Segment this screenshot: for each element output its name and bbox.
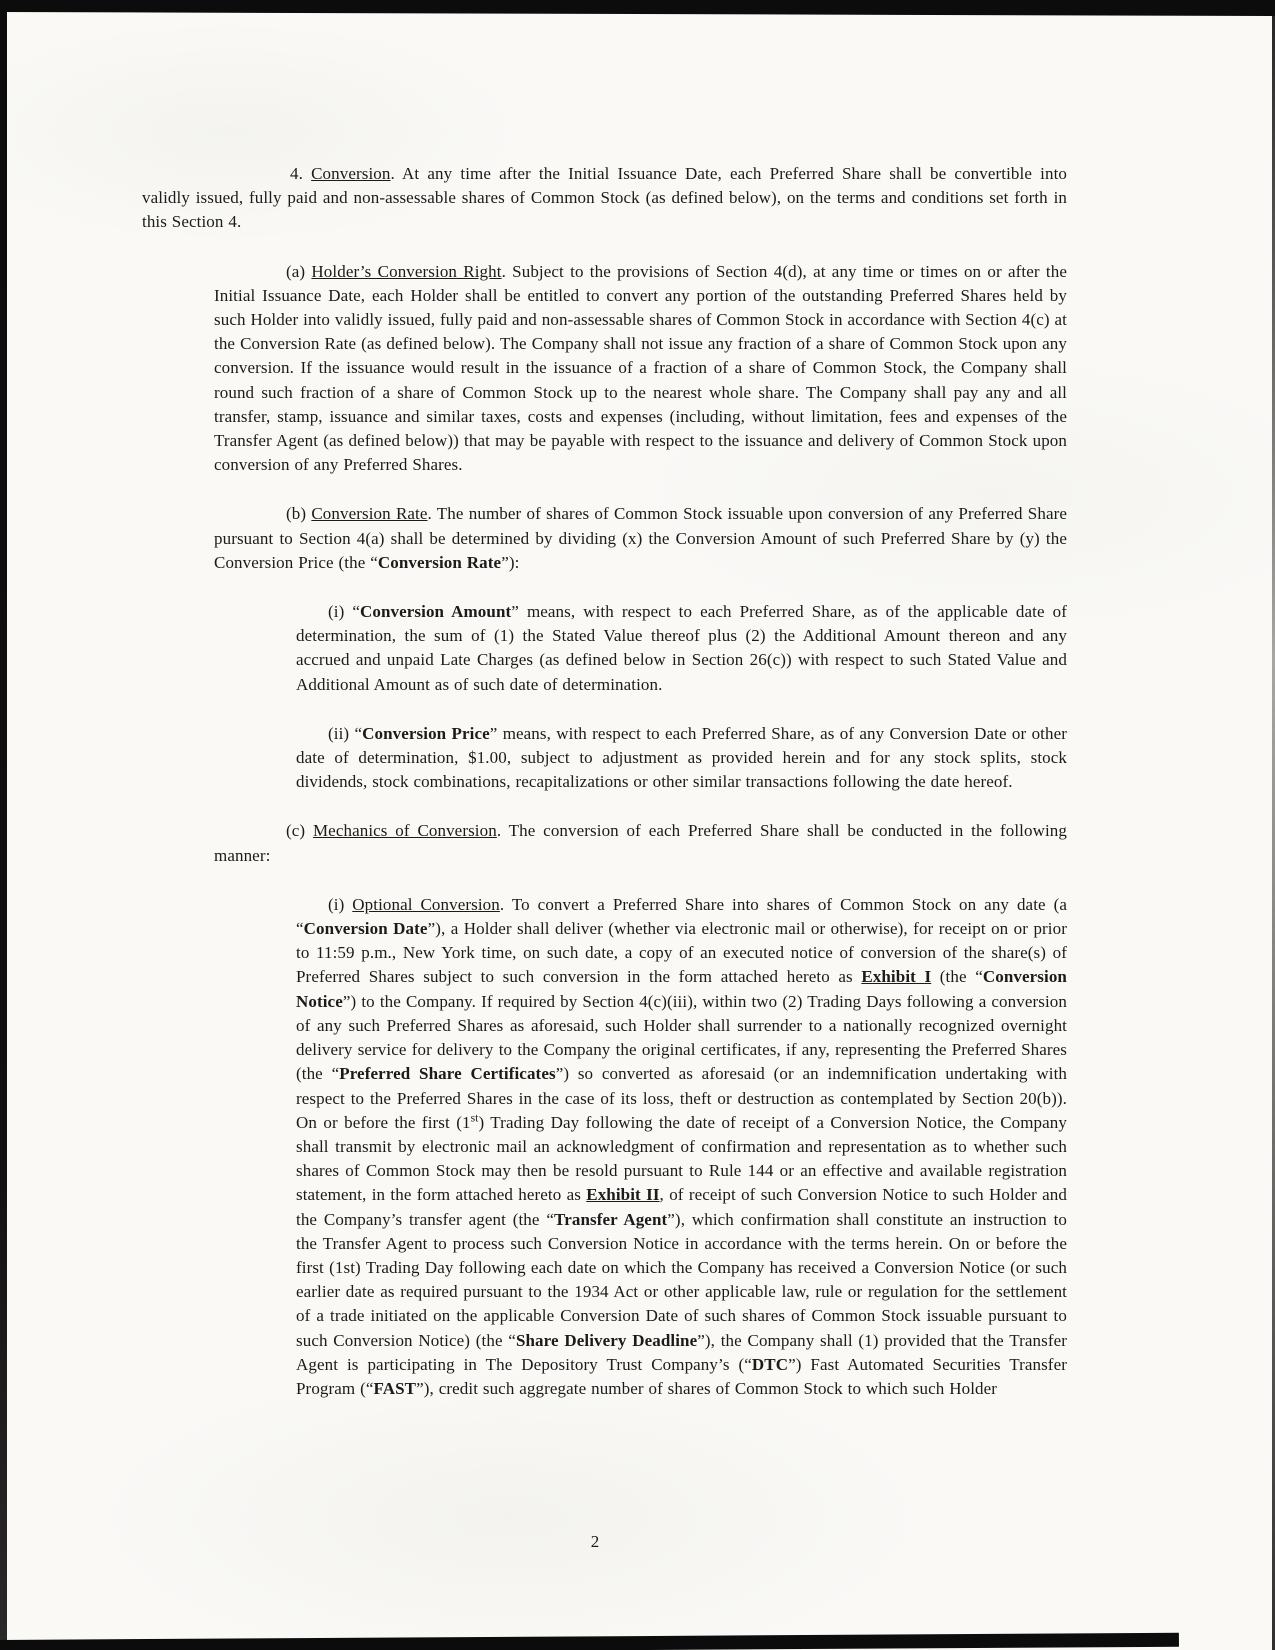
text-run: (the “ — [931, 967, 983, 987]
text-run: Preferred Share Certificates — [339, 1064, 556, 1084]
text-run: 4. — [290, 164, 312, 183]
text-run: ”), credit such aggregate number of shares of Common Stock to which such Holder — [416, 1378, 998, 1398]
text-run: . Subject to the provisions of Section 4(d), at any time or times on or after the Initial Issuance Date, each Holder shall be entitled to convert any portion of the outstanding Preferred Shares held by such Holder into validly issued, fully paid and non-assessable shares of Common Stock in accordance with Section 4(c) at the Conversion Rate (as defined below). The Company shall not issue any fraction of a share of Common Stock upon any conversion. If the issuance would result in the issuance of a fraction of a share of Common Stock, the Company shall round such fraction of a share of Common Stock up to the nearest whole share. The Company shall pay any and all transfer, stamp, issuance and similar taxes, costs and expenses (including, without limitation, fees and expenses of the Transfer Agent (as defined below)) that may be payable with respect to the issuance and delivery of Common Stock upon conversion of any Preferred Shares. — [214, 261, 1067, 475]
text-run: ”), which confirmation shall constitute an instruction to the Transfer Agent to process such Conversion Notice in accordance with the terms herein. On or before the first (1st) Trading Day following each date on which the Company has received a Conversion Notice (or such earlier date as required pursuant to the 1934 Act or other applicable law, rule or regulation for the settlement of a trade initiated on the applicable Conversion Date of such shares of Common Stock issuable pursuant to such Conversion Notice) (the “ — [296, 1209, 1068, 1350]
text-run: ”) Fast Automated Securities Transfer Program (“ — [296, 1354, 1067, 1398]
text-run: Conversion Price — [362, 723, 490, 743]
text-run: (i) — [328, 894, 353, 914]
section-4b-ii-conversion-price — [296, 722, 1067, 795]
text-run: . To convert a Preferred Share into shares of Common Stock on any date (a “ — [296, 894, 1067, 939]
section-4b-conversion-rate — [214, 502, 1067, 575]
text-run: ”), the Company shall (1) provided that the Transfer Agent is participating in The Depository Trust Company’s (“ — [296, 1330, 1067, 1374]
section-4a-holders-conversion-right — [214, 260, 1067, 478]
text-run: st — [470, 1111, 479, 1125]
text-run: (ii) “ — [328, 723, 363, 743]
scan-artifact-bottom-bar — [0, 1633, 1179, 1650]
text-run: Conversion Amount — [360, 602, 512, 622]
text-run: Conversion Notice — [296, 967, 1067, 1011]
text-run: ”) to the Company. If required by Section 4(c)(iii), within two (2) Trading Days following a conversion of any such Preferred Shares as aforesaid, such Holder shall surrender to a nationally recognized overnight delivery service for delivery to the Company the original certificates, if any, representing the Preferred Shares (the “ — [296, 991, 1067, 1084]
page-number: 2 — [590, 1532, 600, 1551]
section-4c-mechanics-of-conversion — [214, 819, 1067, 867]
text-run: (a) — [286, 261, 312, 281]
text-run: Conversion Rate — [311, 504, 428, 524]
section-4b-i-conversion-amount — [296, 600, 1067, 697]
text-run: ”): — [501, 552, 520, 572]
section-4c-i-optional-conversion — [296, 893, 1067, 1401]
text-run: . At any time after the Initial Issuance Date, each Preferred Share shall be convertible into validly issued, fully paid and non-assessable shares of Common Stock (as defined below), on the terms and conditions set forth in this Section 4. — [142, 164, 1067, 232]
text-run: Conversion Rate — [377, 552, 502, 572]
text-run: ”) so converted as aforesaid (or an indemnification undertaking with respect to the Preferred Shares in the case of its loss, theft or destruction as contemplated by Section 20(b)). On or before the first (1 — [296, 1064, 1068, 1132]
text-run: ” means, with respect to each Preferred Share, as of any Conversion Date or other date of determination, $1.00, subject to adjustment as provided herein and for any stock splits, stock dividends, stock combinations, recapitalizations or other similar transactions following the date hereof. — [296, 723, 1068, 792]
text-run: Exhibit II — [586, 1185, 660, 1205]
text-run: Transfer Agent — [554, 1209, 668, 1229]
text-run: FAST — [373, 1378, 417, 1398]
text-run: Mechanics of Conversion — [312, 821, 497, 841]
text-run: Conversion — [311, 164, 391, 183]
text-run: ) Trading Day following the date of receipt of a Conversion Notice, the Company shall transmit by electronic mail an acknowledgment of confirmation and representation as to whether such shares of Common Stock may then be resold pursuant to Rule 144 or an effective and available registration statement, in the form attached hereto as — [296, 1112, 1067, 1205]
text-run: (c) — [286, 821, 313, 841]
text-run: Exhibit I — [861, 967, 932, 987]
text-run: Conversion Date — [303, 919, 428, 939]
text-run: , of receipt of such Conversion Notice to such Holder and the Company’s transfer agent (the “ — [296, 1185, 1067, 1229]
text-run: . The number of shares of Common Stock issuable upon conversion of any Preferred Share pursuant to Section 4(a) shall be determined by dividing (x) the Conversion Amount of such Preferred Share by (y) the Conversion Price (the “ — [214, 504, 1067, 572]
text-run: ”), a Holder shall deliver (whether via electronic mail or otherwise), for receipt on or prior to 11:59 p.m., New York time, on such date, a copy of an executed notice of conversion of the share(s) of Preferred Shares subject to such conversion in the form attached hereto as — [296, 919, 1067, 987]
text-run: ” means, with respect to each Preferred Share, as of the applicable date of determination, the sum of (1) the Stated Value thereof plus (2) the Additional Amount thereon and any accrued and unpaid Late Charges (as defined below in Section 26(c)) with respect to such Stated Value and Additional Amount as of such date of determination. — [296, 602, 1068, 694]
text-run: Optional Conversion — [352, 894, 500, 914]
text-run: DTC — [751, 1354, 789, 1374]
text-run: (b) — [286, 504, 312, 524]
text-run: (i) “ — [328, 602, 360, 622]
text-run: . The conversion of each Preferred Share shall be conducted in the following manner: — [214, 821, 1067, 865]
section-4-conversion — [142, 162, 1067, 235]
text-run: Holder’s Conversion Right — [311, 261, 502, 281]
text-run: Share Delivery Deadline — [515, 1330, 698, 1350]
